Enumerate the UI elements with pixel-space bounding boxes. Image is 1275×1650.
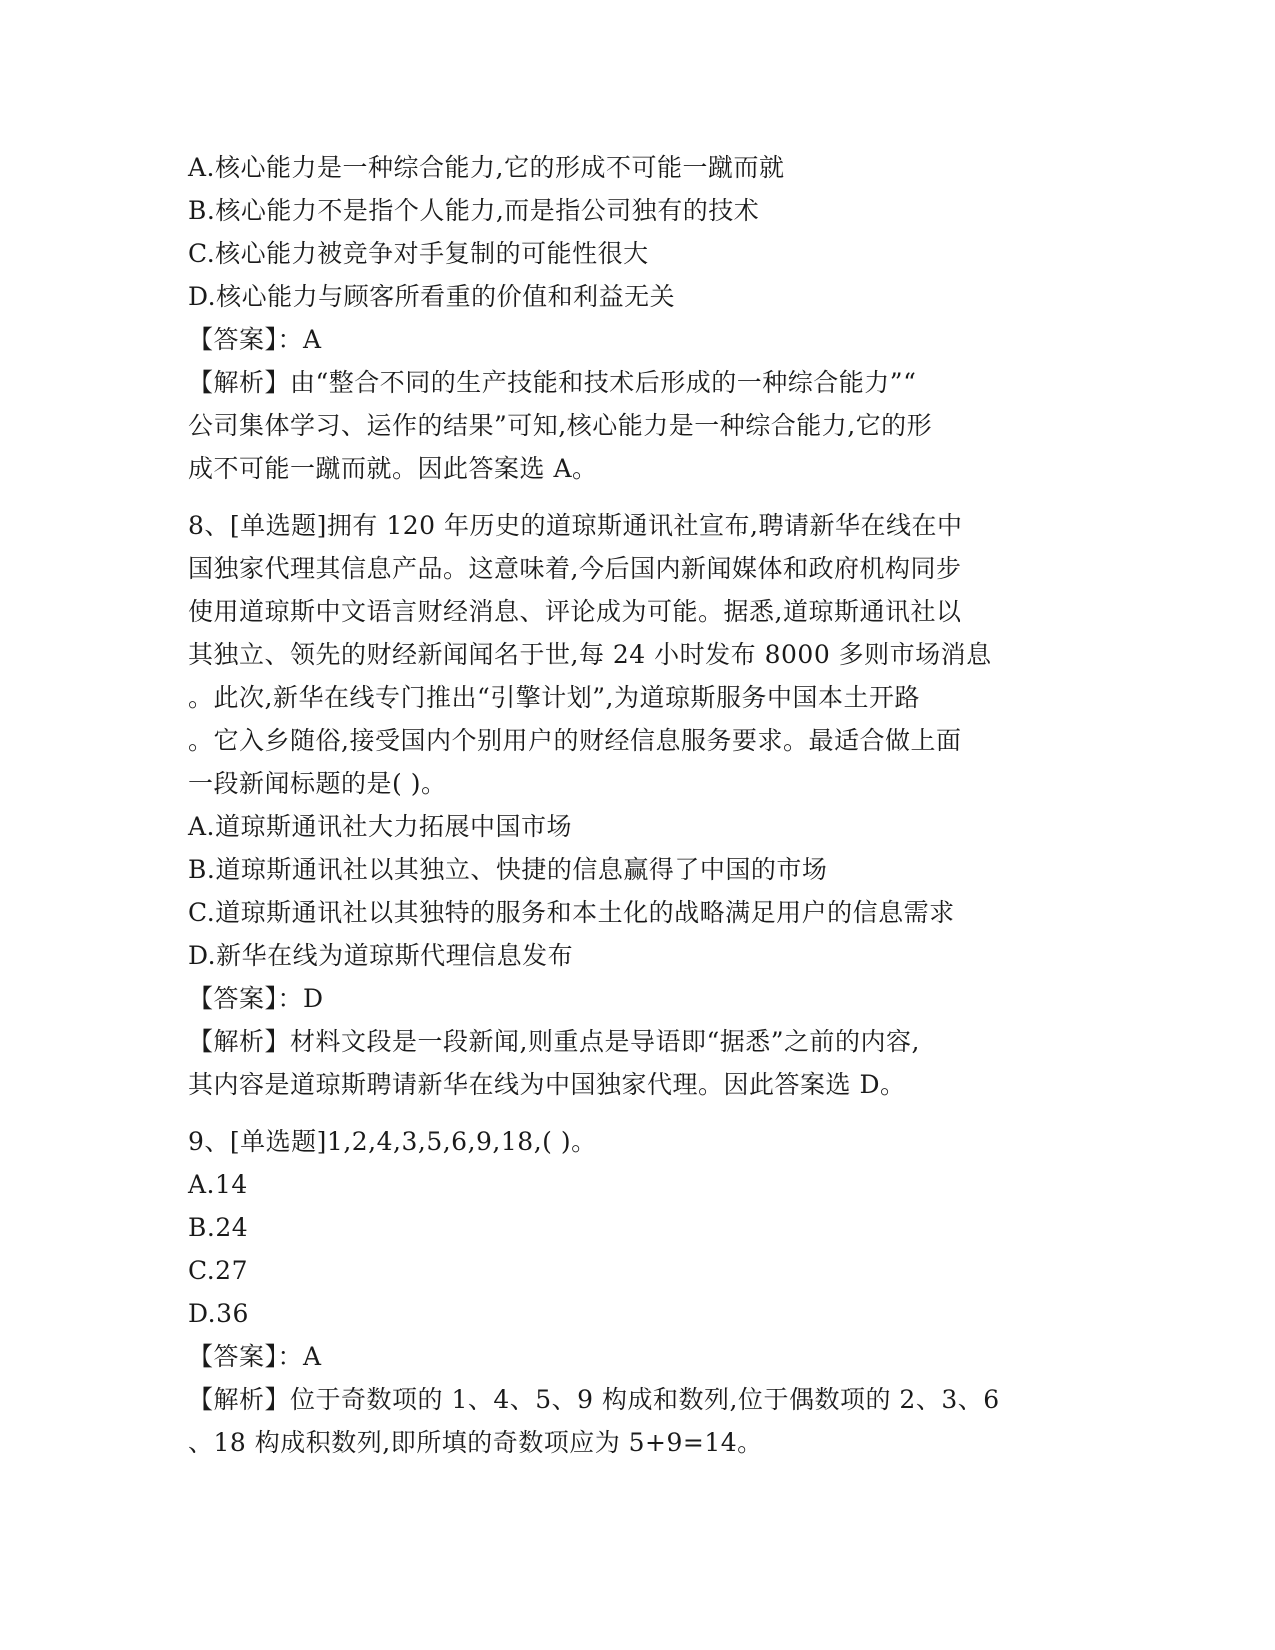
document-page [188, 146, 1088, 1464]
option-c: C.道琼斯通讯社以其独特的服务和本土化的战略满足用户的信息需求 [188, 898, 955, 927]
analysis-line: 其内容是道琼斯聘请新华在线为中国独家代理。因此答案选 D。 [188, 1070, 906, 1099]
analysis-line: 成不可能一蹴而就。因此答案选 A。 [188, 454, 598, 483]
spacer [188, 1106, 1088, 1120]
option-b: B.核心能力不是指个人能力,而是指公司独有的技术 [188, 196, 760, 225]
question-stem-line: 。此次,新华在线专门推出“引擎计划”,为道琼斯服务中国本土开路 [188, 683, 920, 712]
analysis-line: 【解析】由“整合不同的生产技能和技术后形成的一种综合能力”“ [188, 368, 917, 397]
question-stem-line: 9、[单选题]1,2,4,3,5,6,9,18,( )。 [188, 1127, 597, 1156]
answer: 【答案】：A [188, 1342, 322, 1371]
answer: 【答案】：A [188, 325, 322, 354]
analysis-line: 公司集体学习、运作的结果”可知,核心能力是一种综合能力,它的形 [188, 411, 933, 440]
question-stem-line: 。它入乡随俗,接受国内个别用户的财经信息服务要求。最适合做上面 [188, 726, 962, 755]
question-8 [188, 504, 1088, 1106]
option-a: A.道琼斯通讯社大力拓展中国市场 [188, 812, 573, 841]
analysis-line: 【解析】材料文段是一段新闻,则重点是导语即“据悉”之前的内容, [188, 1027, 920, 1056]
option-d: D.核心能力与顾客所看重的价值和利益无关 [188, 282, 676, 311]
option-a: A.14 [188, 1170, 248, 1199]
spacer [188, 490, 1088, 504]
answer: 【答案】：D [188, 984, 324, 1013]
option-d: D.36 [188, 1299, 249, 1328]
question-stem-line: 8、[单选题]拥有 120 年历史的道琼斯通讯社宣布,聘请新华在线在中 [188, 511, 963, 540]
option-a: A.核心能力是一种综合能力,它的形成不可能一蹴而就 [188, 153, 785, 182]
question-7-tail [188, 146, 1088, 490]
option-c: C.核心能力被竞争对手复制的可能性很大 [188, 239, 649, 268]
question-stem-line: 一段新闻标题的是( )。 [188, 769, 447, 798]
analysis-line: 、18 构成积数列,即所填的奇数项应为 5+9=14。 [188, 1428, 763, 1457]
question-stem-line: 使用道琼斯中文语言财经消息、评论成为可能。据悉,道琼斯通讯社以 [188, 597, 962, 626]
question-stem-line: 其独立、领先的财经新闻闻名于世,每 24 小时发布 8000 多则市场消息 [188, 640, 992, 669]
option-d: D.新华在线为道琼斯代理信息发布 [188, 941, 574, 970]
option-b: B.24 [188, 1213, 249, 1242]
question-stem-line: 国独家代理其信息产品。这意味着,今后国内新闻媒体和政府机构同步 [188, 554, 962, 583]
option-c: C.27 [188, 1256, 248, 1285]
analysis-line: 【解析】位于奇数项的 1、4、5、9 构成和数列,位于偶数项的 2、3、6 [188, 1385, 1000, 1414]
option-b: B.道琼斯通讯社以其独立、快捷的信息赢得了中国的市场 [188, 855, 828, 884]
question-9 [188, 1120, 1088, 1464]
